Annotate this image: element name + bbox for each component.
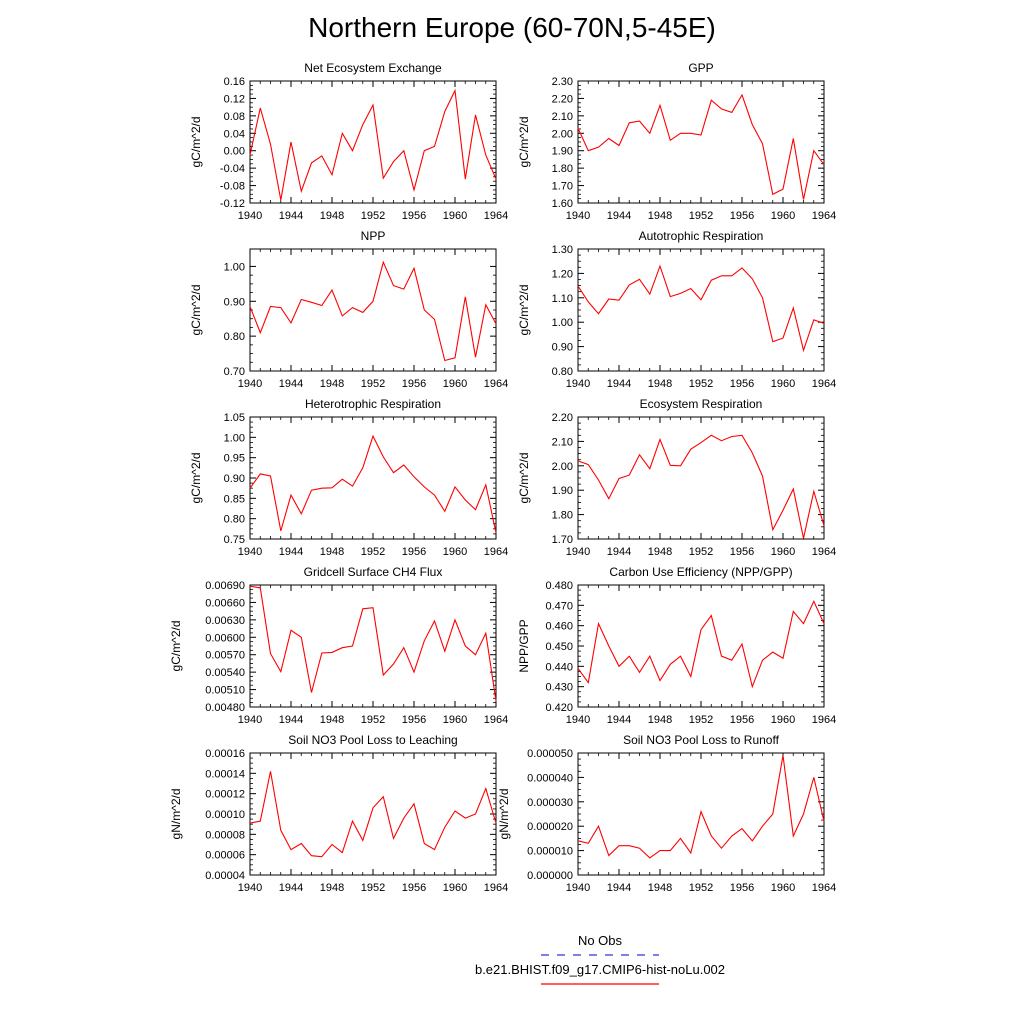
x-tick-label: 1952 — [360, 882, 386, 894]
y-tick-label: 0.80 — [551, 366, 573, 378]
x-tick-label: 1956 — [401, 378, 427, 390]
x-tick-label: 1948 — [647, 714, 673, 726]
series-line — [578, 266, 824, 350]
plot-frame — [250, 81, 496, 203]
y-axis-label: gC/m^2/d — [517, 116, 531, 168]
x-tick-label: 1940 — [237, 882, 263, 894]
y-tick-label: 1.20 — [551, 268, 573, 281]
x-tick-label: 1956 — [729, 210, 755, 222]
panel-0 — [189, 61, 508, 222]
y-tick-label: 0.00 — [223, 145, 245, 158]
panel-title: Soil NO3 Pool Loss to Leaching — [288, 733, 458, 747]
x-tick-label: 1944 — [606, 210, 632, 222]
y-tick-label: 0.00014 — [205, 768, 245, 781]
y-tick-label: 0.80 — [223, 331, 245, 344]
x-tick-label: 1940 — [565, 378, 591, 390]
x-tick-label: 1964 — [811, 210, 837, 222]
y-tick-label: 0.80 — [223, 513, 245, 526]
y-tick-label: 2.00 — [551, 128, 573, 141]
y-tick-label: 0.000030 — [527, 796, 573, 809]
series-line — [578, 755, 824, 858]
x-tick-label: 1960 — [442, 378, 468, 390]
y-tick-label: 0.480 — [545, 580, 573, 592]
y-tick-label: 2.10 — [551, 436, 573, 449]
y-tick-label: 0.12 — [223, 93, 245, 106]
y-tick-label: 1.90 — [551, 145, 573, 158]
y-tick-label: 2.30 — [551, 76, 573, 88]
panel-2 — [189, 229, 508, 390]
x-tick-label: 1960 — [442, 210, 468, 222]
y-tick-label: 0.75 — [223, 534, 245, 546]
y-tick-label: 0.470 — [545, 600, 573, 613]
panel-title: Gridcell Surface CH4 Flux — [303, 565, 443, 579]
legend — [475, 933, 725, 984]
x-tick-label: 1940 — [237, 714, 263, 726]
y-tick-label: 1.90 — [551, 485, 573, 498]
series-line — [250, 771, 496, 856]
x-tick-label: 1964 — [483, 546, 509, 558]
x-tick-label: 1960 — [770, 714, 796, 726]
x-tick-label: 1960 — [770, 882, 796, 894]
y-tick-label: 1.60 — [551, 198, 573, 210]
y-tick-label: 0.00540 — [205, 667, 245, 680]
y-tick-label: 0.00016 — [205, 748, 245, 760]
panel-3 — [517, 229, 836, 390]
panel-9 — [497, 733, 836, 894]
x-tick-label: 1956 — [729, 378, 755, 390]
x-tick-label: 1960 — [442, 546, 468, 558]
series-line — [250, 586, 496, 701]
x-tick-label: 1944 — [606, 378, 632, 390]
plot-frame — [578, 753, 824, 875]
y-tick-label: 0.00012 — [205, 788, 245, 801]
y-tick-label: 0.000010 — [527, 845, 573, 858]
y-tick-label: 0.000040 — [527, 772, 573, 785]
y-tick-label: 0.440 — [545, 661, 573, 674]
x-tick-label: 1940 — [565, 714, 591, 726]
y-tick-label: 0.00006 — [205, 849, 245, 862]
x-tick-label: 1956 — [401, 546, 427, 558]
x-tick-label: 1944 — [606, 882, 632, 894]
y-tick-label: 0.70 — [223, 366, 245, 378]
y-tick-label: 0.00004 — [205, 870, 245, 882]
x-tick-label: 1948 — [647, 882, 673, 894]
y-tick-label: 0.90 — [223, 473, 245, 485]
x-tick-label: 1948 — [319, 378, 345, 390]
x-tick-label: 1948 — [319, 882, 345, 894]
x-tick-label: 1956 — [401, 882, 427, 894]
y-axis-label: gC/m^2/d — [189, 452, 203, 504]
x-tick-label: 1956 — [401, 210, 427, 222]
legend-label-no-obs: No Obs — [577, 933, 623, 948]
x-tick-label: 1956 — [729, 546, 755, 558]
figure-title: Northern Europe (60-70N,5-45E) — [308, 12, 716, 43]
series-line — [250, 91, 496, 200]
x-tick-label: 1964 — [811, 882, 837, 894]
y-tick-label: 1.70 — [551, 180, 573, 193]
x-tick-label: 1948 — [647, 378, 673, 390]
y-axis-label: gC/m^2/d — [517, 284, 531, 336]
x-tick-label: 1944 — [278, 378, 304, 390]
y-tick-label: 0.000020 — [527, 821, 573, 834]
y-axis-label: gC/m^2/d — [189, 284, 203, 336]
plot-frame — [578, 585, 824, 707]
y-tick-label: 0.90 — [223, 296, 245, 309]
y-tick-label: 0.450 — [545, 641, 573, 653]
y-tick-label: -0.08 — [219, 180, 245, 193]
y-tick-label: 0.95 — [223, 452, 245, 465]
y-tick-label: 1.80 — [551, 509, 573, 522]
y-tick-label: 0.00480 — [205, 702, 245, 714]
y-tick-label: 0.00010 — [205, 809, 245, 821]
x-tick-label: 1964 — [483, 882, 509, 894]
x-tick-label: 1960 — [442, 714, 468, 726]
panel-title: Heterotrophic Respiration — [304, 397, 442, 411]
y-tick-label: 0.00510 — [205, 684, 245, 697]
y-tick-label: 0.00600 — [205, 632, 245, 645]
panel-title: Carbon Use Efficiency (NPP/GPP) — [609, 565, 793, 579]
x-tick-label: 1940 — [565, 882, 591, 894]
y-tick-label: -0.04 — [219, 163, 245, 176]
y-tick-label: 2.20 — [551, 412, 573, 424]
y-tick-label: 1.05 — [223, 412, 245, 424]
legend-label-model: b.e21.BHIST.f09_g17.CMIP6-hist-noLu.002 — [474, 962, 726, 977]
panel-title: Net Ecosystem Exchange — [304, 61, 442, 75]
panel-7 — [517, 565, 836, 726]
y-tick-label: 0.16 — [223, 76, 245, 88]
y-tick-label: 0.00630 — [205, 614, 245, 627]
y-tick-label: 0.430 — [545, 681, 573, 694]
panel-6 — [169, 565, 508, 726]
x-tick-label: 1952 — [688, 882, 714, 894]
y-tick-label: 1.00 — [551, 317, 573, 330]
x-tick-label: 1940 — [237, 378, 263, 390]
y-tick-label: 0.90 — [551, 341, 573, 354]
x-tick-label: 1948 — [319, 210, 345, 222]
panel-title: Ecosystem Respiration — [639, 397, 763, 411]
panel-title: NPP — [360, 229, 386, 243]
x-tick-label: 1944 — [278, 714, 304, 726]
x-tick-label: 1964 — [811, 378, 837, 390]
panel-8 — [169, 733, 508, 894]
x-tick-label: 1948 — [647, 210, 673, 222]
y-tick-label: 2.10 — [551, 110, 573, 123]
x-tick-label: 1952 — [360, 210, 386, 222]
y-tick-label: 0.00690 — [205, 580, 245, 592]
y-tick-label: 1.70 — [551, 534, 573, 546]
x-tick-label: 1952 — [360, 546, 386, 558]
x-tick-label: 1952 — [360, 714, 386, 726]
x-tick-label: 1944 — [278, 882, 304, 894]
y-tick-label: 1.00 — [223, 261, 245, 274]
y-tick-label: 1.10 — [551, 292, 573, 305]
panels-group — [169, 61, 836, 894]
x-tick-label: 1960 — [770, 378, 796, 390]
y-axis-label: NPP/GPP — [517, 619, 531, 673]
x-tick-label: 1952 — [688, 546, 714, 558]
y-tick-label: -0.12 — [219, 198, 245, 210]
y-tick-label: 0.000050 — [527, 748, 573, 760]
panel-title: GPP — [688, 61, 714, 75]
panel-5 — [517, 397, 836, 558]
plot-frame — [578, 249, 824, 371]
y-axis-label: gN/m^2/d — [497, 788, 511, 840]
series-line — [578, 601, 824, 686]
y-tick-label: 2.20 — [551, 93, 573, 106]
x-tick-label: 1960 — [770, 210, 796, 222]
y-tick-label: 0.04 — [223, 128, 245, 141]
x-tick-label: 1960 — [442, 882, 468, 894]
x-tick-label: 1944 — [278, 210, 304, 222]
panel-1 — [517, 61, 836, 222]
x-tick-label: 1956 — [729, 714, 755, 726]
series-line — [578, 95, 824, 200]
x-tick-label: 1944 — [278, 546, 304, 558]
panel-title: Soil NO3 Pool Loss to Runoff — [623, 733, 779, 747]
x-tick-label: 1964 — [811, 714, 837, 726]
panel-4 — [189, 397, 508, 558]
x-tick-label: 1964 — [483, 210, 509, 222]
series-line — [250, 436, 496, 533]
x-tick-label: 1944 — [606, 546, 632, 558]
y-axis-label: gC/m^2/d — [169, 620, 183, 672]
y-tick-label: 0.420 — [545, 702, 573, 714]
x-tick-label: 1948 — [647, 546, 673, 558]
x-tick-label: 1940 — [565, 210, 591, 222]
x-tick-label: 1952 — [688, 210, 714, 222]
x-tick-label: 1952 — [360, 378, 386, 390]
y-tick-label: 0.85 — [223, 493, 245, 506]
y-tick-label: 0.00570 — [205, 649, 245, 662]
series-line — [578, 435, 824, 538]
x-tick-label: 1940 — [565, 546, 591, 558]
y-tick-label: 1.00 — [223, 432, 245, 445]
y-tick-label: 0.000000 — [527, 870, 573, 882]
y-tick-label: 2.00 — [551, 460, 573, 473]
y-tick-label: 0.00660 — [205, 597, 245, 610]
y-tick-label: 0.460 — [545, 620, 573, 633]
x-tick-label: 1964 — [483, 378, 509, 390]
x-tick-label: 1960 — [770, 546, 796, 558]
panel-title: Autotrophic Respiration — [638, 229, 764, 243]
plot-frame — [250, 249, 496, 371]
x-tick-label: 1948 — [319, 714, 345, 726]
y-tick-label: 1.80 — [551, 163, 573, 176]
x-tick-label: 1940 — [237, 546, 263, 558]
x-tick-label: 1956 — [401, 714, 427, 726]
x-tick-label: 1964 — [811, 546, 837, 558]
x-tick-label: 1952 — [688, 714, 714, 726]
x-tick-label: 1940 — [237, 210, 263, 222]
y-tick-label: 0.08 — [223, 110, 245, 123]
y-axis-label: gC/m^2/d — [189, 116, 203, 168]
y-axis-label: gN/m^2/d — [169, 788, 183, 840]
series-line — [250, 262, 496, 360]
plot-frame — [578, 81, 824, 203]
x-tick-label: 1948 — [319, 546, 345, 558]
x-tick-label: 1964 — [483, 714, 509, 726]
y-axis-label: gC/m^2/d — [517, 452, 531, 504]
y-tick-label: 1.30 — [551, 244, 573, 256]
y-tick-label: 0.00008 — [205, 829, 245, 842]
x-tick-label: 1956 — [729, 882, 755, 894]
plot-frame — [578, 417, 824, 539]
x-tick-label: 1944 — [606, 714, 632, 726]
x-tick-label: 1952 — [688, 378, 714, 390]
